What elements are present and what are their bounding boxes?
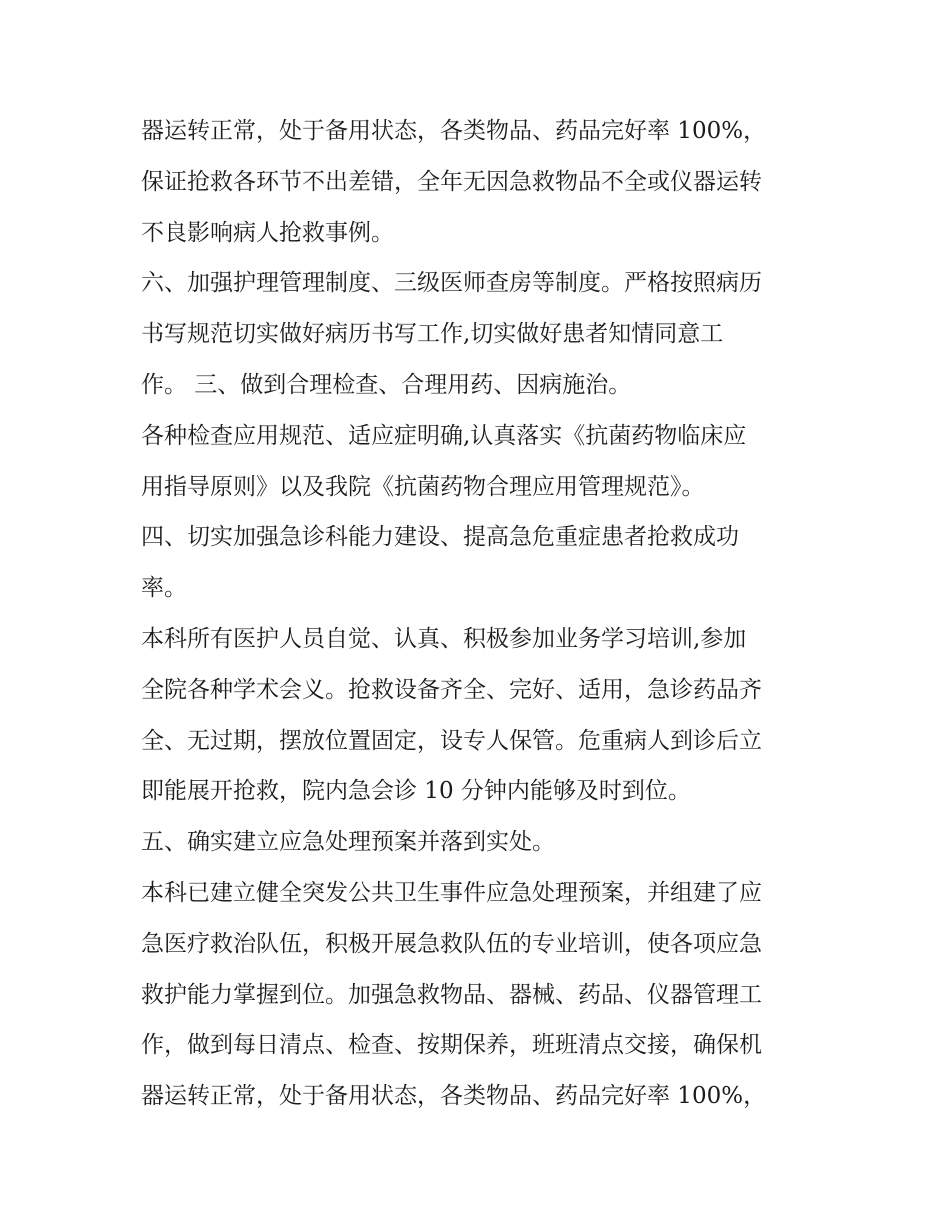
section-heading-line: 六、加强护理管理制度、三级医师查房等制度。严格按照病历 — [141, 270, 762, 297]
text-line: 用指导原则》以及我院《抗菌药物合理应用管理规范》。 — [141, 473, 705, 500]
text-line: 即能展开抢救，院内急会诊 10 分钟内能够及时到位。 — [141, 778, 691, 805]
text-line: 不良影响病人抢救事例。 — [141, 219, 394, 246]
text-line: 率。 — [141, 575, 187, 602]
text-line: 本科所有医护人员自觉、认真、积极参加业务学习培训,参加 — [141, 625, 747, 652]
text-line: 作，做到每日清点、检查、按期保养，班班清点交接，确保机 — [141, 1032, 762, 1059]
section-heading-line: 四、切实加强急诊科能力建设、提高急危重症患者抢救成功 — [141, 524, 739, 551]
text-line: 全、无过期，摆放位置固定，设专人保管。危重病人到诊后立 — [141, 727, 762, 754]
text-line: 保证抢救各环节不出差错，全年无因急救物品不全或仪器运转 — [141, 168, 762, 195]
section-heading-line: 五、确实建立应急处理预案并落到实处。 — [141, 829, 555, 856]
section-heading-line: 作。 三、做到合理检查、合理用药、因病施治。 — [141, 371, 632, 398]
text-line: 急医疗救治队伍，积极开展急救队伍的专业培训，使各项应急 — [141, 930, 762, 957]
body-text — [141, 106, 821, 1122]
text-line: 各种检查应用规范、适应症明确,认真落实《抗菌药物临床应 — [141, 422, 747, 449]
text-line: 器运转正常，处于备用状态，各类物品、药品完好率 100%， — [141, 118, 767, 144]
text-line: 全院各种学术会义。抢救设备齐全、完好、适用，急诊药品齐 — [141, 676, 762, 703]
text-line: 本科已建立健全突发公共卫生事件应急处理预案，并组建了应 — [141, 879, 762, 906]
text-line: 器运转正常，处于备用状态，各类物品、药品完好率 100%， — [141, 1083, 767, 1110]
text-line: 书写规范切实做好病历书写工作,切实做好患者知情同意工 — [141, 321, 724, 348]
text-line: 救护能力掌握到位。加强急救物品、器械、药品、仪器管理工 — [141, 981, 762, 1008]
